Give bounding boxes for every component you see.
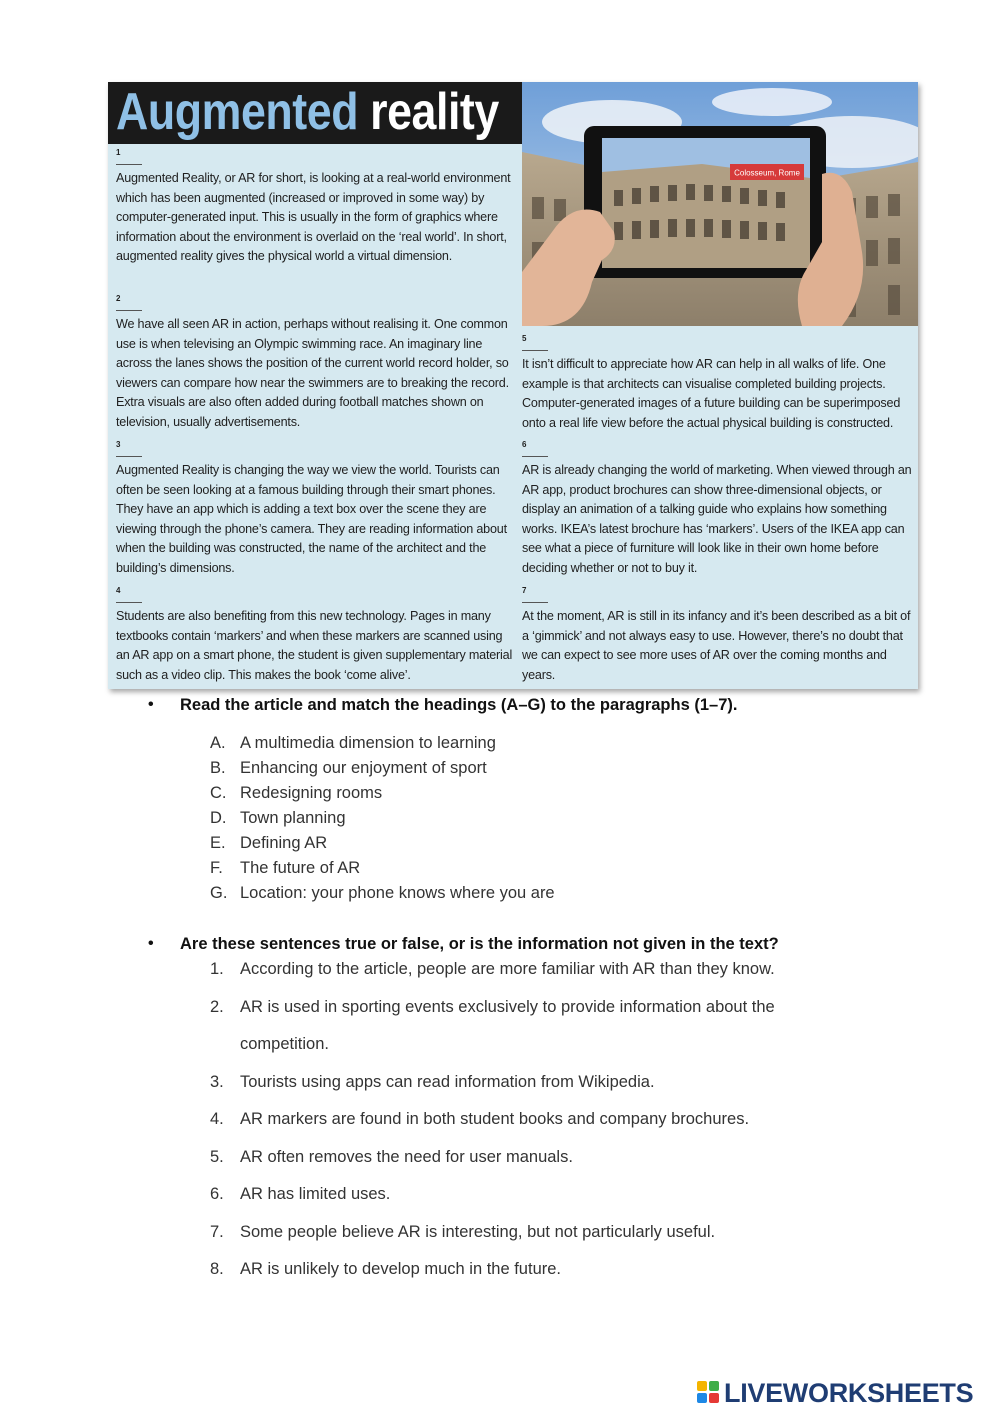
paragraph-4: 4 Students are also benefiting from this new technology. Pages in many textbooks contain ‘markers’ and when these markers are scanned using an AR app on a smart phone, the student is given supplementary material such as a video clip. This makes the book ‘come alive’.: [116, 586, 513, 682]
article-panel: [108, 82, 918, 689]
title-bar: [108, 82, 522, 144]
paragraph-6: 6 AR is already changing the world of marketing. When viewed through an AR app, product brochures can show three-dimensional objects, or display an animation of a talking guide who explains how something works. IKEA’s latest brochure has ‘markers’. Users of the IKEA app can see what a piece of furniture will look like in their own home before deciding whether or not to buy it.: [522, 440, 912, 575]
paragraph-1: 1 Augmented Reality, or AR for short, is looking at a real-world environment which has been augmented (increased or improved in some way) by computer-generated input. This is usually in the form of graphics where information about the environment is overlaid on the ‘real world’. In short, augmented reality gives the physical world a virtual dimension.: [116, 148, 511, 264]
paragraph-3: 3 Augmented Reality is changing the way we view the world. Tourists can often be seen looking at a famous building through their smart phones. They have an app which is adding a text box over the scene they are viewing through the phone’s camera. They are reading information about when the building was constructed, the name of the architect and the building’s dimensions.: [116, 440, 507, 575]
answer-blank[interactable]: [522, 596, 548, 603]
colosseum-photo: [522, 82, 918, 326]
paragraph-2: 2 We have all seen AR in action, perhaps without realising it. One common use is when televising an Olympic swimming race. An imaginary line across the lanes shows the position of the current world record holder, so viewers can compare how near the swimmers are to breaking the record. Extra visuals are also often added during football matches shown on television, usually advertisements.: [116, 294, 509, 429]
photo-label: Colosseum, Rome: [734, 168, 800, 178]
colosseum-tablet-illustration: [522, 82, 918, 326]
answer-blank[interactable]: [116, 450, 142, 457]
article-title: Augmented reality: [116, 83, 499, 141]
paragraph-7: 7 At the moment, AR is still in its infancy and it’s been described as a bit of a ‘gimmick’ and not always easy to use. However, there’s no doubt that we can expect to see more uses of AR over the coming months and years.: [522, 586, 911, 682]
answer-blank[interactable]: [522, 344, 548, 351]
answer-blank[interactable]: [116, 158, 142, 165]
paragraph-5: 5 It isn’t difficult to appreciate how AR can help in all walks of life. One example is that architects can visualise completed building projects. Computer-generated images of a future building can be superimposed onto a real life view before the actual physical building is constructed.: [522, 334, 901, 430]
answer-blank[interactable]: [116, 596, 142, 603]
liveworksheets-logo[interactable]: [697, 1378, 997, 1408]
liveworksheets-wordmark: LIVEWORKSHEETS: [724, 1378, 974, 1408]
answer-blank[interactable]: [116, 304, 142, 311]
answer-blank[interactable]: [522, 450, 548, 457]
liveworksheets-logo-icon: [697, 1381, 721, 1405]
